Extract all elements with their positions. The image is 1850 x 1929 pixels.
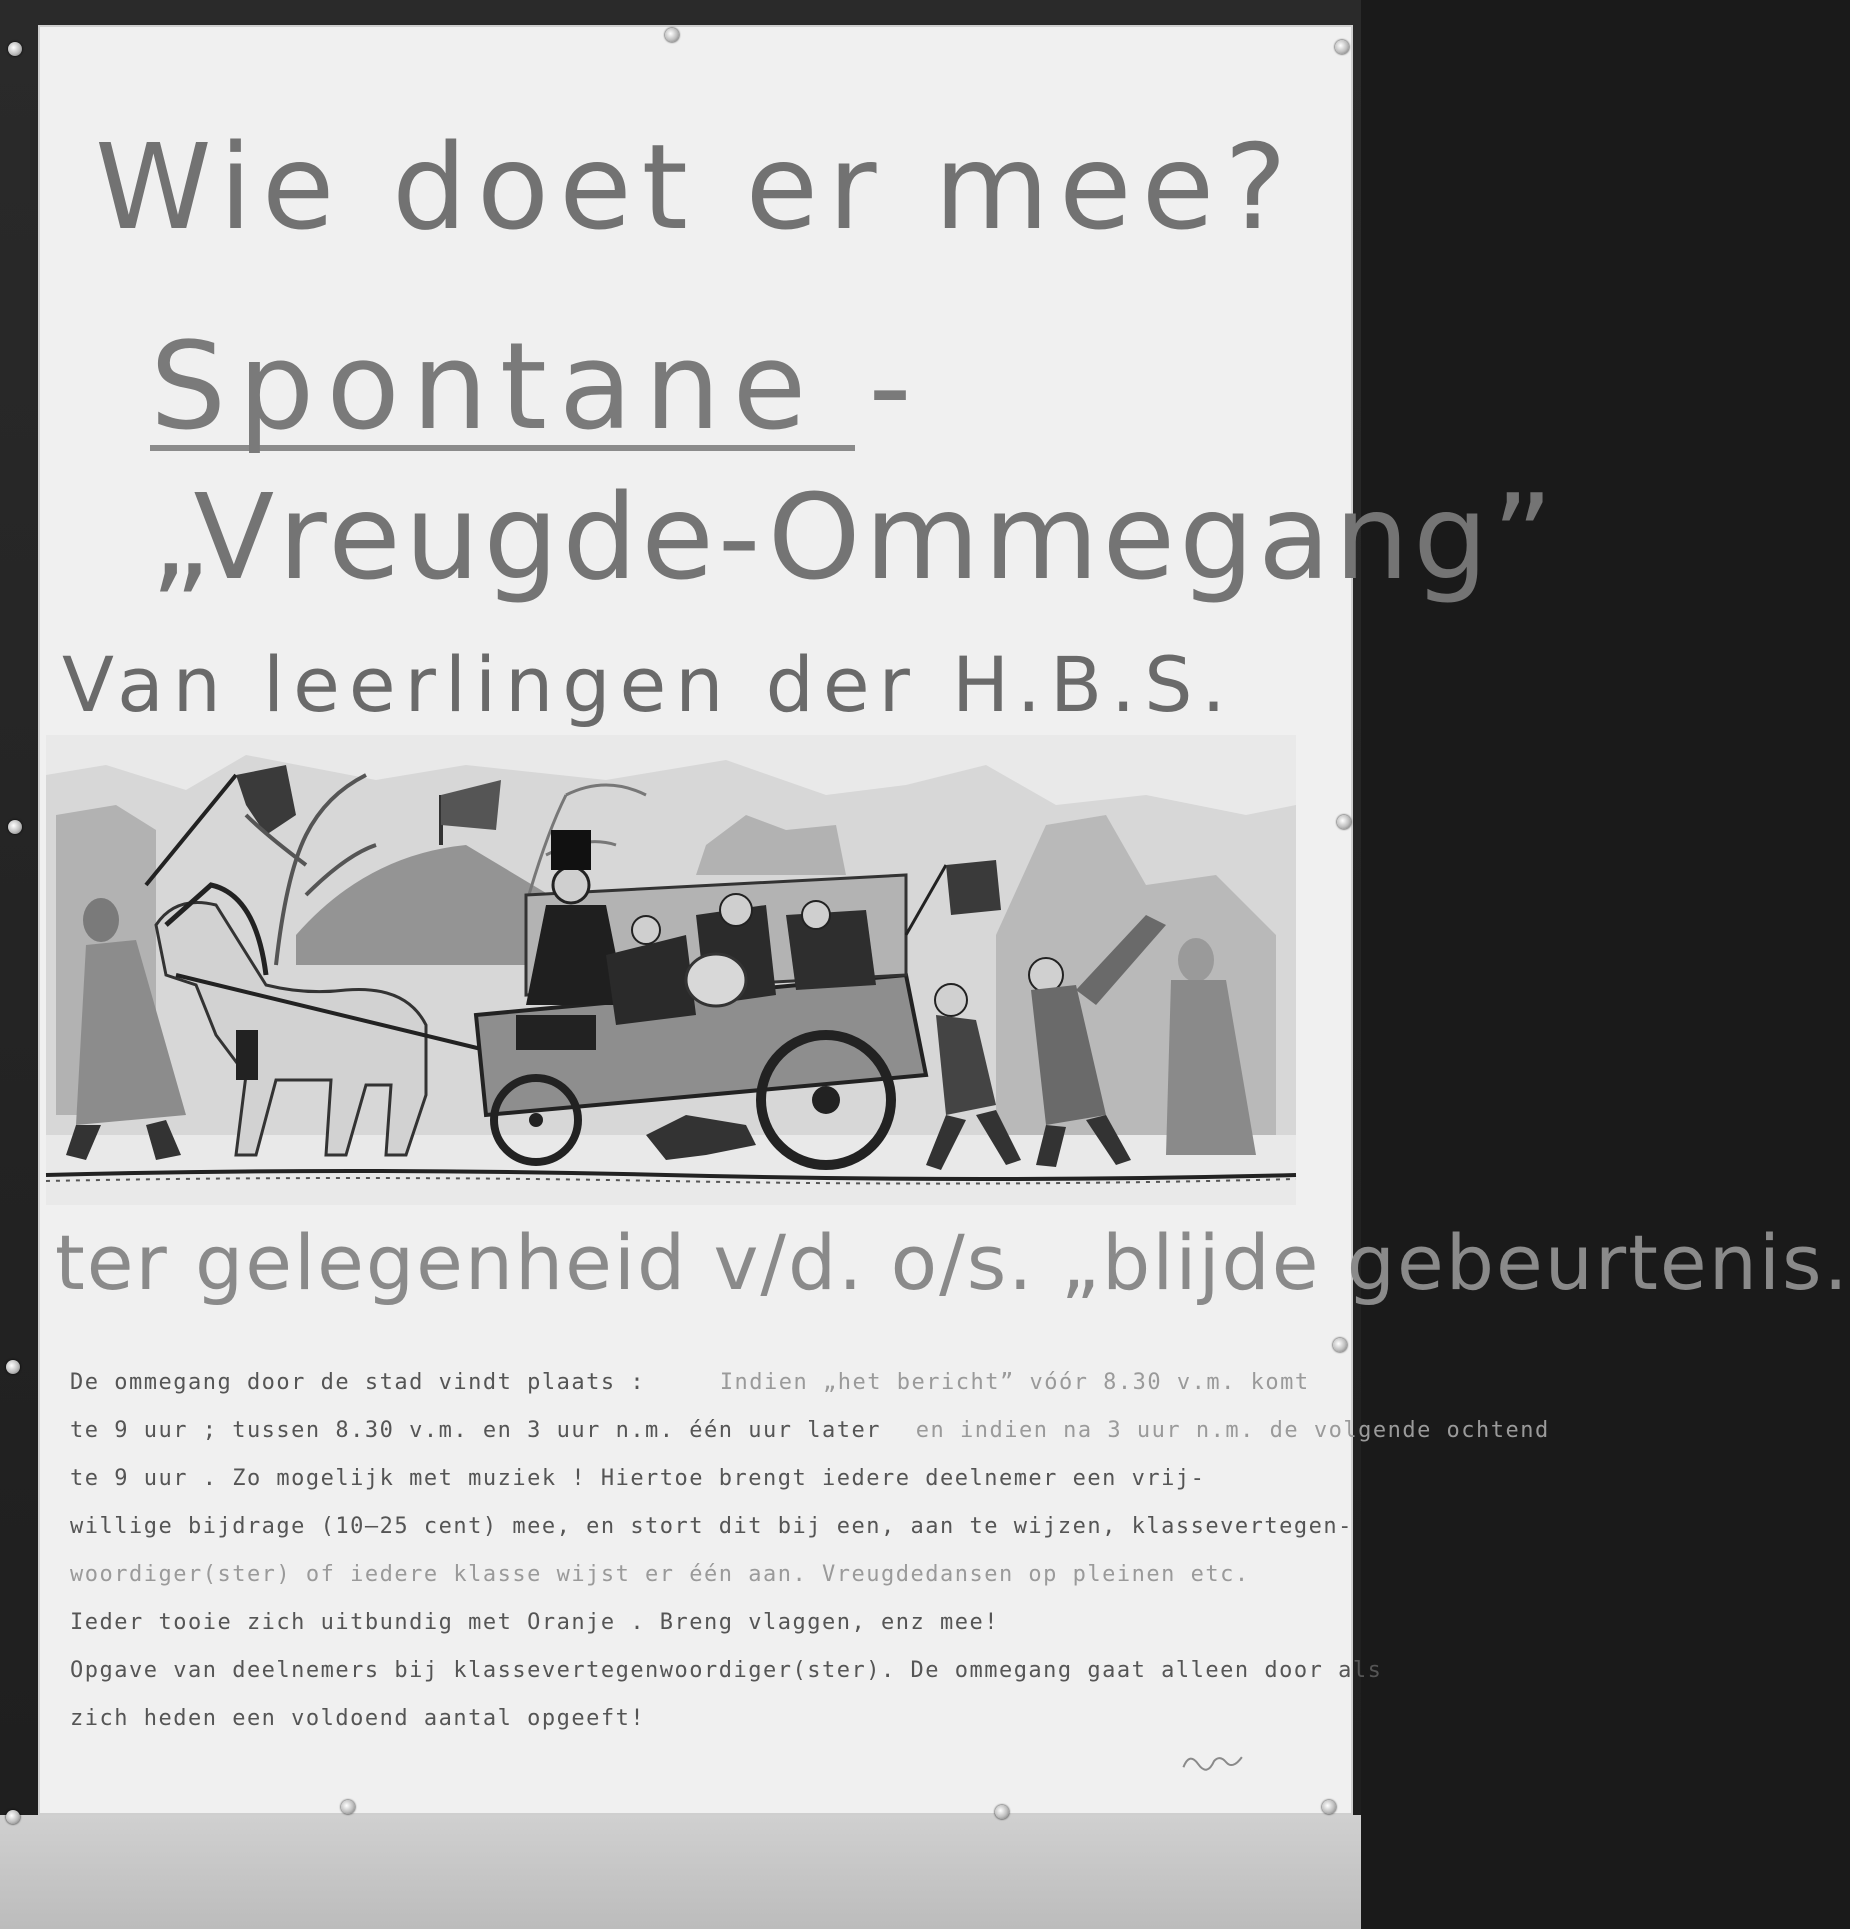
notice-line-2 <box>70 1418 1550 1443</box>
notice-line-4a: willige bijdrage (10—25 cent) mee, en stort dit bij een, aan te wijzen, klassevertegen- <box>70 1514 1353 1539</box>
pin-icon <box>995 1805 1009 1819</box>
pin-icon <box>6 1360 20 1374</box>
poster-title: Wie doet er mee? <box>95 118 1297 256</box>
parade-illustration <box>46 735 1296 1205</box>
headline-1-text: Spontane - <box>150 318 924 457</box>
poster-headline-1 <box>150 318 924 457</box>
notice-line-6a: Ieder tooie zich uitbundig met Oranje . Breng vlaggen, enz mee! <box>70 1610 999 1635</box>
pin-icon <box>8 820 22 834</box>
notice-line-7 <box>70 1658 1382 1683</box>
wooden-shelf <box>0 1815 1361 1929</box>
notice-line-3a: te 9 uur . Zo mogelijk met muziek ! Hiertoe brengt iedere deelnemer een vrij- <box>70 1466 1206 1491</box>
notice-line-4 <box>70 1514 1353 1539</box>
pin-icon <box>1335 40 1349 54</box>
notice-line-5 <box>70 1562 1250 1587</box>
notice-line-2a: te 9 uur ; tussen 8.30 v.m. en 3 uur n.m. één uur later <box>70 1418 881 1443</box>
poster-byline: Van leerlingen der H.B.S. <box>62 640 1235 729</box>
occasion-line: ter gelegenheid v/d. o/s. „blijde gebeurtenis. <box>55 1218 1850 1307</box>
notice-line-8 <box>70 1706 645 1731</box>
pin-icon <box>341 1800 355 1814</box>
notice-line-1a: De ommegang door de stad vindt plaats : <box>70 1370 646 1395</box>
notice-line-8a: zich heden een voldoend aantal opgeeft! <box>70 1706 646 1731</box>
notice-line-7a: Opgave van deelnemers bij klassevertegenwoordiger(ster). De ommegang gaat alleen door als <box>70 1658 1383 1683</box>
notice-line-5a: woordiger(ster) of iedere klasse wijst er één aan. Vreugdedansen op pleinen etc. <box>70 1562 1250 1587</box>
notice-line-3 <box>70 1466 1205 1491</box>
notice-line-1 <box>70 1370 1310 1395</box>
pin-icon <box>1322 1800 1336 1814</box>
notice-line-6 <box>70 1610 999 1635</box>
notice-line-2b: en indien na 3 uur n.m. de volgende ochtend <box>915 1418 1550 1443</box>
pin-icon <box>8 42 22 56</box>
poster-headline-2: „Vreugde-Ommegang” <box>150 468 1558 606</box>
notice-line-1b: Indien „het bericht” vóór 8.30 v.m. komt <box>719 1370 1310 1395</box>
signature-mark <box>1179 1743 1251 1778</box>
pin-icon <box>6 1810 20 1824</box>
pin-icon <box>1337 815 1351 829</box>
pin-icon <box>665 28 679 42</box>
pin-icon <box>1333 1338 1347 1352</box>
